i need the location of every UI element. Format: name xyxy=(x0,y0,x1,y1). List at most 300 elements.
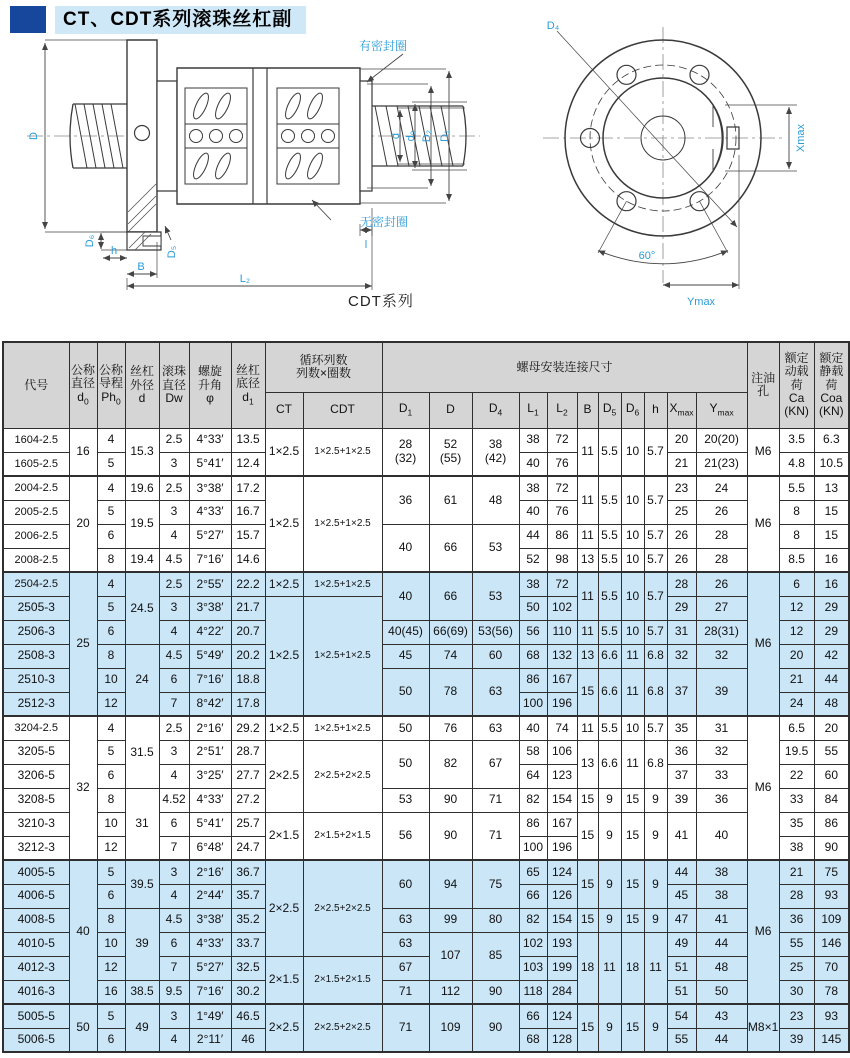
table-cell: 6.6 xyxy=(598,740,621,788)
table-cell: 6.8 xyxy=(644,740,667,788)
table-cell: 35 xyxy=(667,716,696,740)
table-cell: 6.8 xyxy=(644,644,667,668)
spec-table xyxy=(2,341,850,1053)
table-cell: 71 xyxy=(472,788,519,812)
table-cell: 7 xyxy=(159,692,189,716)
table-cell: 76 xyxy=(429,716,472,740)
table-cell: 3 xyxy=(159,452,189,476)
table-cell: 11 xyxy=(577,716,598,740)
table-cell: 33 xyxy=(696,764,747,788)
table-cell: 74 xyxy=(547,716,577,740)
dim-label-D1: D₁ xyxy=(439,130,451,142)
table-cell: M8×1 xyxy=(747,1004,779,1052)
table-cell: 19.5 xyxy=(125,500,159,548)
table-cell: 25 xyxy=(667,500,696,524)
table-cell: 15 xyxy=(621,1004,644,1052)
table-cell: 8 xyxy=(97,788,125,812)
table-cell: 2°44′ xyxy=(189,884,231,908)
table-cell: 4008-5 xyxy=(3,908,69,932)
table-cell: 24 xyxy=(125,644,159,716)
table-cell: M6 xyxy=(747,476,779,572)
table-cell: 284 xyxy=(547,980,577,1004)
table-cell: 38 xyxy=(696,884,747,908)
table-cell: 11 xyxy=(577,572,598,620)
table-row xyxy=(3,860,849,884)
table-cell: 28 (32) xyxy=(382,428,429,476)
table-cell: 90 xyxy=(472,1004,519,1052)
table-cell: 103 xyxy=(519,956,547,980)
table-cell: 45 xyxy=(667,884,696,908)
table-cell: 3 xyxy=(159,500,189,524)
table-cell: 20 xyxy=(814,716,849,740)
spec-table-wrap xyxy=(2,341,850,1053)
table-cell: 10 xyxy=(621,716,644,740)
table-cell: 1×2.5+1×2.5 xyxy=(303,428,382,476)
table-cell: 84 xyxy=(814,788,849,812)
table-cell: 7°16′ xyxy=(189,668,231,692)
table-cell: 52 xyxy=(519,548,547,572)
dim-label-d: d xyxy=(390,132,402,140)
table-cell: 128 xyxy=(547,1028,577,1052)
table-cell: 63 xyxy=(382,932,429,956)
table-cell: 2506-3 xyxy=(3,620,69,644)
table-cell: 22.2 xyxy=(231,572,265,596)
table-cell: 51 xyxy=(667,980,696,1004)
header-dw: 滚珠 直径 Dw xyxy=(159,342,189,428)
table-cell: 2°11′ xyxy=(189,1028,231,1052)
table-cell: 6 xyxy=(159,668,189,692)
table-cell: 5006-5 xyxy=(3,1028,69,1052)
table-cell: 2×1.5+2×1.5 xyxy=(303,812,382,860)
section-drawing xyxy=(15,36,525,321)
table-cell: 10 xyxy=(97,812,125,836)
table-cell: 5.7 xyxy=(644,716,667,740)
table-cell: 41 xyxy=(667,812,696,860)
table-cell: 4012-3 xyxy=(3,956,69,980)
table-cell: 2×2.5 xyxy=(265,1004,303,1052)
table-cell: 4 xyxy=(97,716,125,740)
table-cell: 4°22′ xyxy=(189,620,231,644)
table-cell: 1×2.5+1×2.5 xyxy=(303,476,382,572)
header-B: B xyxy=(577,392,598,428)
table-cell: 3 xyxy=(159,596,189,620)
header-coa: 额定 静载 荷 Coa (KN) xyxy=(814,342,849,428)
table-cell: 11 xyxy=(577,620,598,644)
table-cell: 12 xyxy=(97,836,125,860)
table-cell: 5°41′ xyxy=(189,452,231,476)
table-cell: 20 xyxy=(69,476,97,572)
table-cell: 56 xyxy=(382,812,429,860)
table-cell: 15 xyxy=(577,668,598,716)
dim-label-L2: L₂ xyxy=(239,273,251,285)
dim-label-D5: D₅ xyxy=(166,245,178,259)
table-cell: 71 xyxy=(382,1004,429,1052)
table-cell: 98 xyxy=(547,548,577,572)
table-cell: 23 xyxy=(779,1004,814,1028)
table-cell: 4.8 xyxy=(779,452,814,476)
table-cell: 11 xyxy=(577,428,598,476)
header-d1: 丝杠 底径 $d_1$ xyxy=(231,342,265,428)
table-cell: 4.52 xyxy=(159,788,189,812)
table-cell: 32 xyxy=(69,716,97,860)
table-cell: 10 xyxy=(97,668,125,692)
table-cell: 32.5 xyxy=(231,956,265,980)
table-cell: 68 xyxy=(519,1028,547,1052)
table-cell: 9 xyxy=(598,908,621,932)
dim-label-l: l xyxy=(364,239,368,251)
table-row xyxy=(3,980,849,1004)
table-cell: 8.5 xyxy=(779,548,814,572)
table-cell: 5 xyxy=(97,452,125,476)
table-cell: 4 xyxy=(159,620,189,644)
header-ca: 额定 动载 荷 Ca (KN) xyxy=(779,342,814,428)
table-cell: 22 xyxy=(779,764,814,788)
table-cell: 63 xyxy=(472,716,519,740)
table-cell: 118 xyxy=(519,980,547,1004)
flange-drawing xyxy=(525,15,850,315)
table-cell: 6.6 xyxy=(598,668,621,716)
table-cell: 86 xyxy=(547,524,577,548)
table-cell: 12 xyxy=(779,620,814,644)
table-cell: 3 xyxy=(159,740,189,764)
table-cell: 50 xyxy=(519,596,547,620)
table-cell: 2004-2.5 xyxy=(3,476,69,500)
table-cell: 23 xyxy=(667,476,696,500)
table-cell: 15 xyxy=(577,812,598,860)
table-cell: 4005-5 xyxy=(3,860,69,884)
header-Xmax: $X_{max}$ xyxy=(667,392,696,428)
table-cell: 15 xyxy=(621,908,644,932)
table-cell: 9 xyxy=(598,788,621,812)
table-cell: 5 xyxy=(97,1004,125,1028)
table-cell: 99 xyxy=(429,908,472,932)
table-cell: 5.7 xyxy=(644,428,667,476)
table-cell: 10 xyxy=(621,476,644,524)
table-cell: 1604-2.5 xyxy=(3,428,69,452)
table-cell: 74 xyxy=(429,644,472,668)
header-D4: $D_4$ xyxy=(472,392,519,428)
table-cell: 65 xyxy=(519,860,547,884)
table-cell: 20 xyxy=(667,428,696,452)
table-cell: 5.5 xyxy=(598,620,621,644)
table-row xyxy=(3,476,849,500)
table-cell: 42 xyxy=(814,644,849,668)
table-cell: 25 xyxy=(69,572,97,716)
table-cell: 25.7 xyxy=(231,812,265,836)
header-ph0: 公称 导程 $Ph_0$ xyxy=(97,342,125,428)
table-cell: 18.8 xyxy=(231,668,265,692)
table-cell: 1605-2.5 xyxy=(3,452,69,476)
table-cell: 5.5 xyxy=(598,548,621,572)
title-square xyxy=(10,6,46,33)
table-cell: 2°16′ xyxy=(189,716,231,740)
table-cell: 10 xyxy=(621,620,644,644)
table-cell: 86 xyxy=(814,812,849,836)
table-cell: 11 xyxy=(577,476,598,524)
table-cell: 55 xyxy=(667,1028,696,1052)
table-cell: 71 xyxy=(472,812,519,860)
table-cell: 112 xyxy=(429,980,472,1004)
table-cell: 86 xyxy=(519,812,547,836)
table-cell: 3204-2.5 xyxy=(3,716,69,740)
table-cell: 2°16′ xyxy=(189,860,231,884)
table-cell: 44 xyxy=(667,860,696,884)
table-cell: 193 xyxy=(547,932,577,956)
table-cell: 39.5 xyxy=(125,860,159,908)
table-cell: 94 xyxy=(429,860,472,908)
table-cell: 2006-2.5 xyxy=(3,524,69,548)
table-cell: 56 xyxy=(519,620,547,644)
table-cell: 6 xyxy=(97,884,125,908)
table-cell: 10 xyxy=(97,932,125,956)
table-cell: 4006-5 xyxy=(3,884,69,908)
table-cell: 11 xyxy=(644,932,667,1004)
table-cell: 109 xyxy=(429,1004,472,1052)
table-cell: 4°33′ xyxy=(189,788,231,812)
table-cell: 25 xyxy=(779,956,814,980)
table-cell: 2°51′ xyxy=(189,740,231,764)
table-cell: 90 xyxy=(472,980,519,1004)
table-cell: 2504-2.5 xyxy=(3,572,69,596)
table-cell: 76 xyxy=(547,500,577,524)
table-cell: 82 xyxy=(519,908,547,932)
table-cell: 1×2.5+1×2.5 xyxy=(303,596,382,716)
table-cell: 30 xyxy=(779,980,814,1004)
table-cell: 15 xyxy=(577,788,598,812)
table-cell: 82 xyxy=(519,788,547,812)
table-row xyxy=(3,572,849,596)
table-cell: 32 xyxy=(696,644,747,668)
table-cell: 53 xyxy=(472,572,519,620)
table-cell: 44 xyxy=(696,1028,747,1052)
table-cell: 8 xyxy=(779,524,814,548)
header-ct: CT xyxy=(265,392,303,428)
table-cell: 2.5 xyxy=(159,428,189,452)
table-cell: 61 xyxy=(429,476,472,524)
table-cell: 9 xyxy=(598,1004,621,1052)
table-cell: 58 xyxy=(519,740,547,764)
header-circuits: 循环列数 列数×圈数 xyxy=(265,342,382,392)
table-cell: 2×2.5+2×2.5 xyxy=(303,860,382,956)
table-cell: 24 xyxy=(779,692,814,716)
table-row xyxy=(3,788,849,812)
table-cell: 52 (55) xyxy=(429,428,472,476)
table-cell: 47 xyxy=(667,908,696,932)
table-cell: 5°41′ xyxy=(189,812,231,836)
table-cell: 28 xyxy=(667,572,696,596)
table-cell: 53 xyxy=(472,524,519,572)
table-cell: 40 xyxy=(69,860,97,1004)
table-cell: 2008-2.5 xyxy=(3,548,69,572)
header-row-1 xyxy=(3,342,849,392)
table-cell: 102 xyxy=(547,596,577,620)
seal-label: 有密封圈 xyxy=(358,39,408,53)
table-cell: 9 xyxy=(644,1004,667,1052)
table-cell: 37 xyxy=(667,764,696,788)
table-cell: 11 xyxy=(621,668,644,716)
table-cell: 38 (42) xyxy=(472,428,519,476)
table-cell: 5005-5 xyxy=(3,1004,69,1028)
table-cell: 4 xyxy=(159,764,189,788)
table-cell: 1×2.5 xyxy=(265,596,303,716)
table-cell: 90 xyxy=(814,836,849,860)
table-cell: 24.7 xyxy=(231,836,265,860)
table-cell: 6.6 xyxy=(598,644,621,668)
table-cell: 29 xyxy=(814,620,849,644)
table-cell: 72 xyxy=(547,428,577,452)
table-cell: 15 xyxy=(621,860,644,908)
table-cell: 15 xyxy=(577,908,598,932)
table-cell: 4.5 xyxy=(159,908,189,932)
table-cell: 45 xyxy=(382,644,429,668)
table-cell: 5°49′ xyxy=(189,644,231,668)
table-cell: 5.5 xyxy=(598,428,621,476)
table-cell: 27.2 xyxy=(231,788,265,812)
table-cell: 32 xyxy=(696,740,747,764)
table-cell: 12 xyxy=(779,596,814,620)
table-cell: 13 xyxy=(577,740,598,788)
table-row xyxy=(3,1004,849,1028)
table-cell: 2×2.5+2×2.5 xyxy=(303,1004,382,1052)
table-cell: 3°38′ xyxy=(189,908,231,932)
table-cell: 2×2.5 xyxy=(265,860,303,956)
table-cell: 38 xyxy=(696,860,747,884)
table-cell: 67 xyxy=(472,740,519,788)
table-cell: 6 xyxy=(97,524,125,548)
table-cell: 7 xyxy=(159,836,189,860)
table-cell: 12.4 xyxy=(231,452,265,476)
table-cell: 40 xyxy=(382,572,429,620)
table-cell: 154 xyxy=(547,788,577,812)
table-cell: 4°33′ xyxy=(189,428,231,452)
table-cell: 8°42′ xyxy=(189,692,231,716)
table-cell: 4°33′ xyxy=(189,500,231,524)
table-cell: 36.7 xyxy=(231,860,265,884)
header-d: 丝杠 外径 d xyxy=(125,342,159,428)
table-cell: 10.5 xyxy=(814,452,849,476)
table-cell: 20 xyxy=(779,644,814,668)
table-cell: 126 xyxy=(547,884,577,908)
table-cell: 6 xyxy=(159,812,189,836)
table-cell: 100 xyxy=(519,692,547,716)
table-cell: 5 xyxy=(97,860,125,884)
header-d0: 公称 直径 $d_0$ xyxy=(69,342,97,428)
table-cell: 17.2 xyxy=(231,476,265,500)
table-cell: 36 xyxy=(696,788,747,812)
table-cell: 40(45) xyxy=(382,620,429,644)
table-cell: 55 xyxy=(779,932,814,956)
table-cell: 44 xyxy=(814,668,849,692)
table-cell: 16 xyxy=(97,980,125,1004)
table-cell: 54 xyxy=(667,1004,696,1028)
spec-table-body xyxy=(3,428,849,1052)
table-cell: 6.3 xyxy=(814,428,849,452)
table-cell: 75 xyxy=(814,860,849,884)
table-cell: 5.7 xyxy=(644,524,667,548)
table-cell: 21 xyxy=(667,452,696,476)
dim-label-D2: D₂ xyxy=(421,129,433,143)
table-cell: 33.7 xyxy=(231,932,265,956)
table-cell: 9 xyxy=(644,788,667,812)
table-cell: 64 xyxy=(519,764,547,788)
table-cell: 40 xyxy=(519,716,547,740)
table-cell: 4.5 xyxy=(159,548,189,572)
table-cell: 15 xyxy=(814,500,849,524)
table-cell: 50 xyxy=(69,1004,97,1052)
table-cell: 5°27′ xyxy=(189,956,231,980)
table-cell: 90 xyxy=(429,812,472,860)
table-cell: 5 xyxy=(97,500,125,524)
table-cell: 2505-3 xyxy=(3,596,69,620)
table-cell: 63 xyxy=(382,908,429,932)
drawing-caption: CDT系列 xyxy=(348,293,414,310)
table-cell: 80 xyxy=(472,908,519,932)
table-cell: 6 xyxy=(779,572,814,596)
table-cell: 66(69) xyxy=(429,620,472,644)
table-cell: 48 xyxy=(472,476,519,524)
table-cell: 78 xyxy=(814,980,849,1004)
table-cell: 31 xyxy=(696,716,747,740)
table-cell: 90 xyxy=(429,788,472,812)
header-L1: $L_1$ xyxy=(519,392,547,428)
table-cell: 7°16′ xyxy=(189,548,231,572)
table-cell: 60 xyxy=(814,764,849,788)
table-cell: 8 xyxy=(779,500,814,524)
table-cell: 26 xyxy=(667,524,696,548)
table-cell: 40 xyxy=(519,500,547,524)
dim-label-D: D xyxy=(28,132,40,140)
header-mount: 螺母安装连接尺寸 xyxy=(382,342,747,392)
table-cell: 31 xyxy=(667,620,696,644)
table-cell: 36 xyxy=(779,908,814,932)
table-cell: 93 xyxy=(814,1004,849,1028)
table-cell: 27.7 xyxy=(231,764,265,788)
table-cell: 2×1.5 xyxy=(265,812,303,860)
table-cell: 50 xyxy=(382,740,429,788)
table-cell: 85 xyxy=(472,932,519,980)
table-cell: 26 xyxy=(667,548,696,572)
table-cell: 1×2.5+1×2.5 xyxy=(303,716,382,740)
table-cell: 107 xyxy=(429,932,472,980)
table-cell: 3°38′ xyxy=(189,476,231,500)
table-cell: 13.5 xyxy=(231,428,265,452)
table-cell: 21 xyxy=(779,860,814,884)
table-cell: 19.4 xyxy=(125,548,159,572)
table-cell: 21(23) xyxy=(696,452,747,476)
table-cell: 7 xyxy=(159,956,189,980)
table-cell: 11 xyxy=(577,524,598,548)
table-cell: 33 xyxy=(779,788,814,812)
table-cell: 60 xyxy=(382,860,429,908)
table-cell: 132 xyxy=(547,644,577,668)
table-cell: 39 xyxy=(125,908,159,980)
table-cell: 60 xyxy=(472,644,519,668)
table-cell: M6 xyxy=(747,716,779,860)
dim-label-60deg: 60° xyxy=(638,250,656,262)
table-cell: 75 xyxy=(472,860,519,908)
dim-label-Xmax: Xmax xyxy=(795,123,807,153)
table-row xyxy=(3,908,849,932)
table-cell: 63 xyxy=(472,668,519,716)
table-cell: 72 xyxy=(547,572,577,596)
table-cell: 4.5 xyxy=(159,644,189,668)
table-cell: 26 xyxy=(696,500,747,524)
table-cell: 5.5 xyxy=(598,716,621,740)
table-cell: 66 xyxy=(429,572,472,620)
table-cell: 4°33′ xyxy=(189,932,231,956)
table-cell: 18 xyxy=(621,932,644,1004)
table-cell: 7°16′ xyxy=(189,980,231,1004)
